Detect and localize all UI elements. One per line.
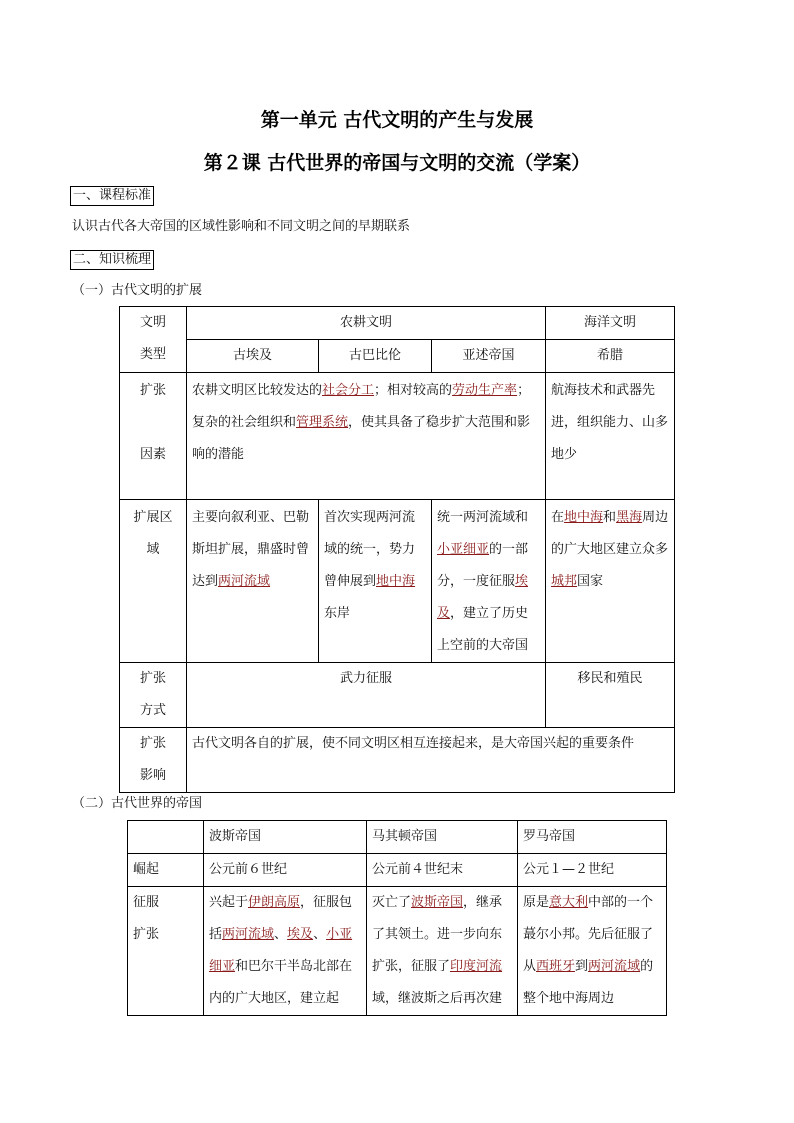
text: ，建立了历史上空前的大帝国 xyxy=(437,606,529,653)
row-label-factors-2: 因素 xyxy=(139,447,166,462)
term: 地中海 xyxy=(376,574,416,589)
text: ；复杂的社会组织和 xyxy=(192,383,531,430)
civilization-expansion-table xyxy=(119,306,675,793)
header-assyria: 亚述帝国 xyxy=(432,340,546,373)
lesson-title: 第２课 古代世界的帝国与文明的交流（学案） xyxy=(203,152,591,174)
term: 域 xyxy=(627,959,641,974)
term: 劳动生产率 xyxy=(452,383,518,398)
row-label-method xyxy=(120,663,187,728)
farming-factors xyxy=(187,373,546,500)
text: 到 xyxy=(575,959,589,974)
standards-text: 认识古代各大帝国的区域性影响和不同文明之间的早期联系 xyxy=(72,219,411,234)
text: 兴起于 xyxy=(209,895,249,910)
term: 管理系统 xyxy=(296,415,349,430)
text: 原是 xyxy=(523,895,550,910)
row-label-region-2: 域 xyxy=(146,542,160,557)
row-label-region-1: 扩展区 xyxy=(133,510,173,525)
row-label-conquest-2: 扩张 xyxy=(133,927,160,942)
text: 的整个地中海周边 xyxy=(523,959,654,1006)
term: 西班牙 xyxy=(536,959,576,974)
row-label-factors-1: 扩张 xyxy=(139,383,166,398)
text: 的一部分，一度征服 xyxy=(437,542,529,589)
row-label-conquest-1: 征服 xyxy=(133,895,160,910)
term: 社会分工 xyxy=(322,383,375,398)
maritime-method: 移民和殖民 xyxy=(546,663,675,728)
rome-conquest xyxy=(518,887,667,1016)
text: 国家 xyxy=(577,574,604,589)
text: 东岸 xyxy=(324,606,351,621)
subsection-empires: （二）古代世界的帝国 xyxy=(72,796,203,811)
header-maritime: 海洋文明 xyxy=(546,307,675,340)
header-persia: 波斯帝国 xyxy=(204,821,367,854)
row-label-factors xyxy=(120,373,187,500)
row-label-method-2: 方式 xyxy=(139,703,166,718)
term: 两河流域 xyxy=(218,574,271,589)
ancient-empires-table xyxy=(127,820,667,1016)
header-babylon: 古巴比伦 xyxy=(319,340,432,373)
text: ；相对较高的 xyxy=(374,383,453,398)
text: 农耕文明区比较发达的 xyxy=(192,383,323,398)
section-heading-knowledge: 二、知识梳理 xyxy=(70,250,154,270)
term: 两河流 xyxy=(588,959,628,974)
macedon-rise: 公元前４世纪末 xyxy=(367,854,518,887)
text: 统一两河流域和 xyxy=(437,510,529,525)
header-civ-type-line1: 文明 xyxy=(139,315,166,330)
term: 波斯帝国 xyxy=(411,895,464,910)
header-macedon: 马其顿帝国 xyxy=(367,821,518,854)
persia-conquest xyxy=(204,887,367,1016)
text: 和巴尔干半岛北部在内的广大地区，建立起 xyxy=(209,959,353,1006)
egypt-region xyxy=(187,500,319,663)
term: 小亚细亚 xyxy=(437,542,490,557)
text: 域，继波斯之后再次建 xyxy=(372,991,503,1006)
text: 主要向叙利亚、巴勒斯坦扩展，鼎盛时曾达到 xyxy=(192,510,310,589)
text: 、 xyxy=(313,927,327,942)
text: 灭亡了 xyxy=(372,895,412,910)
term: 意大利 xyxy=(549,895,589,910)
section-heading-standards: 一、课程标准 xyxy=(70,186,154,206)
maritime-region xyxy=(546,500,675,663)
term: 两河流域 xyxy=(222,927,275,942)
header-egypt: 古埃及 xyxy=(187,340,319,373)
text: ，使其具备了稳步扩大范围和影响的潜能 xyxy=(192,415,531,462)
persia-rise: 公元前６世纪 xyxy=(204,854,367,887)
row-label-region xyxy=(120,500,187,663)
unit-title: 第一单元 古代文明的产生与发展 xyxy=(260,109,534,131)
term: 城邦 xyxy=(551,574,578,589)
term: 黑海 xyxy=(616,510,643,525)
text: ，征服包括 xyxy=(209,895,353,942)
term: 埃及 xyxy=(287,927,314,942)
text: 、 xyxy=(274,927,288,942)
term: 印度河流 xyxy=(450,959,503,974)
header-rome: 罗马帝国 xyxy=(518,821,667,854)
header-civ-type-line2: 类型 xyxy=(139,347,166,362)
text: ，继承了其领土。进一步向东扩张，征服了 xyxy=(372,895,503,974)
assyria-region xyxy=(432,500,546,663)
row-label-impact xyxy=(120,728,187,793)
row-label-impact-1: 扩张 xyxy=(139,736,166,751)
header-blank xyxy=(128,821,204,854)
term: 地中海 xyxy=(564,510,604,525)
rome-rise: 公元１—２世纪 xyxy=(518,854,667,887)
header-farming: 农耕文明 xyxy=(187,307,546,340)
header-civ-type xyxy=(120,307,187,373)
text: 周边的广大地区建立众多 xyxy=(551,510,669,557)
term: 小亚细亚 xyxy=(209,927,353,974)
header-greece: 希腊 xyxy=(546,340,675,373)
text: 和 xyxy=(603,510,617,525)
subsection-expansion: （一）古代文明的扩展 xyxy=(72,283,203,298)
macedon-conquest xyxy=(367,887,518,1016)
maritime-factors: 航海技术和武器先进，组织能力、山多地少 xyxy=(546,373,675,500)
impact-text: 古代文明各自的扩展，使不同文明区相互连接起来，是大帝国兴起的重要条件 xyxy=(187,728,675,793)
term: 埃及 xyxy=(437,574,529,621)
text: 在 xyxy=(551,510,565,525)
text: 中部的一个蕞尔小邦。先后征服了从 xyxy=(523,895,654,974)
row-label-impact-2: 影响 xyxy=(139,768,166,783)
row-label-conquest xyxy=(128,887,204,1016)
farming-method: 武力征服 xyxy=(187,663,546,728)
term: 伊朗高原 xyxy=(248,895,301,910)
text: 首次实现两河流域的统一，势力曾伸展到 xyxy=(324,510,416,589)
babylon-region xyxy=(319,500,432,663)
row-label-rise: 崛起 xyxy=(128,854,204,887)
row-label-method-1: 扩张 xyxy=(139,671,166,686)
